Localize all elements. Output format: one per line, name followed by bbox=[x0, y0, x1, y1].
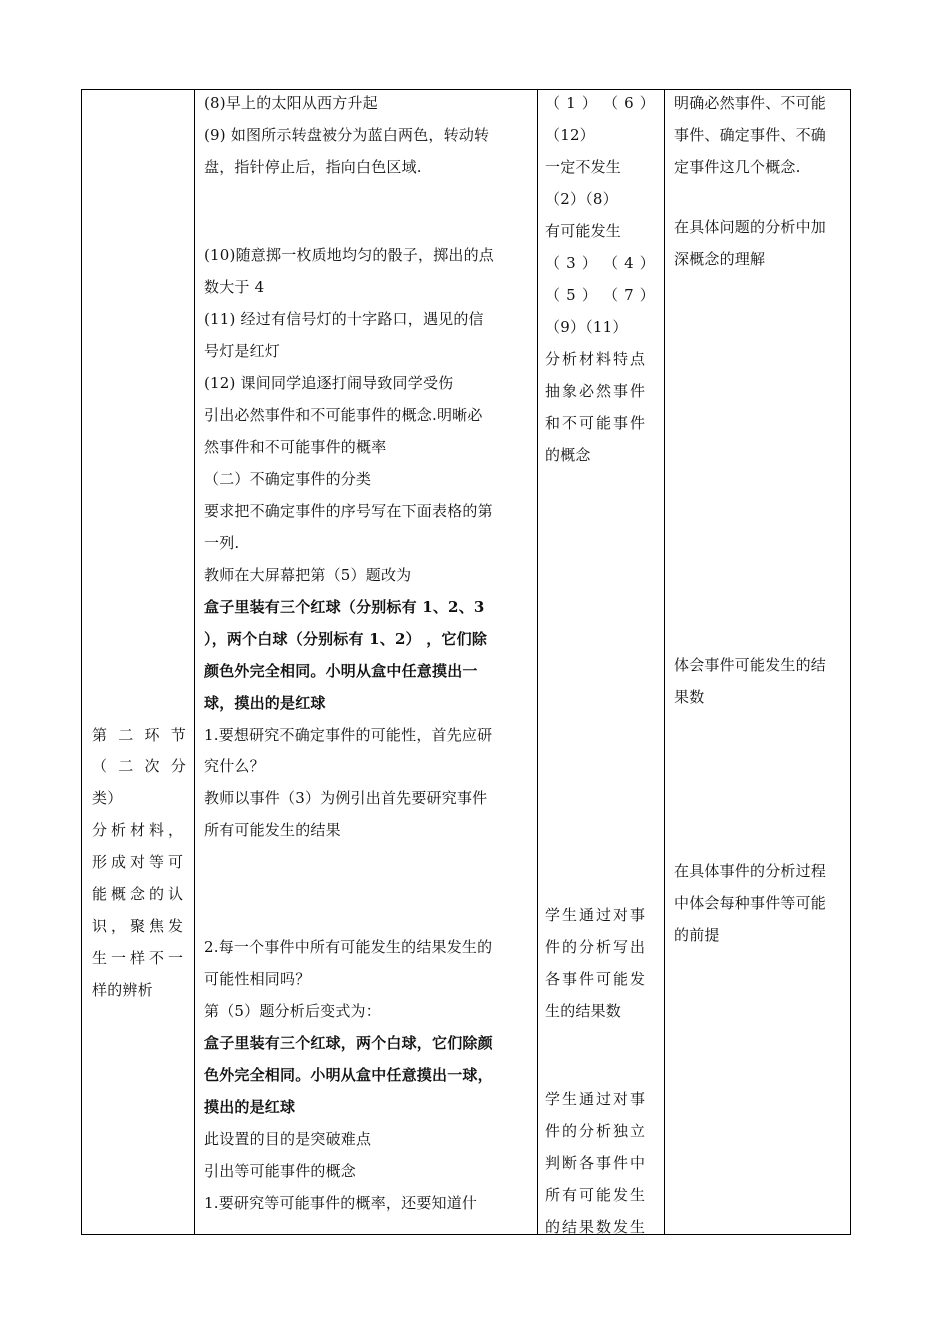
stage-line: 形成对等可 bbox=[92, 853, 188, 871]
student-line: 分析材料特点 bbox=[545, 350, 648, 368]
activity-line: 要求把不确定事件的序号写在下面表格的第 bbox=[204, 502, 493, 520]
student-line: 件的分析写出 bbox=[545, 938, 648, 956]
activity-line: 颜色外完全相同。小明从盒中任意摸出一 bbox=[204, 662, 478, 680]
stage-line: 能概念的认 bbox=[92, 885, 188, 903]
activity-line: 数大于 4 bbox=[204, 278, 265, 296]
activity-line: 盒子里装有三个红球，两个白球，它们除颜 bbox=[204, 1034, 493, 1052]
column-divider bbox=[194, 90, 195, 1234]
intent-line: 定事件这几个概念. bbox=[674, 158, 801, 176]
student-line: 学生通过对事 bbox=[545, 906, 648, 924]
activity-line: 引出必然事件和不可能事件的概念.明晰必 bbox=[204, 406, 483, 424]
stage-line: 分析材料， bbox=[92, 821, 188, 839]
student-line: 一定不发生 bbox=[545, 158, 622, 176]
activity-line: 1.要想研究不确定事件的可能性，首先应研 bbox=[204, 726, 493, 744]
activity-line: 盒子里装有三个红球（分别标有 1、2、3 bbox=[204, 598, 485, 616]
activity-line: (12) 课间同学追逐打闹导致同学受伤 bbox=[204, 374, 454, 392]
intent-line: 事件、确定事件、不确 bbox=[674, 126, 827, 144]
intent-line: 在具体事件的分析过程 bbox=[674, 862, 827, 880]
activity-line: 第（5）题分析后变式为： bbox=[204, 1002, 381, 1020]
activity-line: 究什么？ bbox=[204, 757, 265, 775]
activity-line: (10)随意掷一枚质地均匀的骰子，掷出的点 bbox=[204, 246, 494, 264]
student-line: 学生通过对事 bbox=[545, 1090, 648, 1108]
student-line: 判断各事件中 bbox=[545, 1154, 648, 1172]
activity-line: 号灯是红灯 bbox=[204, 342, 281, 360]
intent-line: 明确必然事件、不可能 bbox=[674, 94, 827, 112]
lesson-table bbox=[81, 89, 851, 1235]
activity-line: 然事件和不可能事件的概率 bbox=[204, 438, 387, 456]
intent-line: 体会事件可能发生的结 bbox=[674, 656, 827, 674]
student-line: （12） bbox=[545, 126, 595, 144]
activity-line: (8)早上的太阳从西方升起 bbox=[204, 94, 378, 112]
intent-line: 中体会每种事件等可能 bbox=[674, 894, 827, 912]
stage-line: 识，聚焦发 bbox=[92, 917, 188, 935]
stage-line: 第 二 环 节 bbox=[92, 726, 186, 744]
student-line: （ 1 ） （ 6 ） bbox=[545, 94, 655, 112]
activity-line: ），两个白球（分别标有 1、2） ，它们除 bbox=[204, 630, 488, 648]
student-line: （9）（11） bbox=[545, 318, 628, 336]
activity-line: 引出等可能事件的概念 bbox=[204, 1162, 357, 1180]
activity-line: 摸出的是红球 bbox=[204, 1098, 296, 1116]
student-line: （2）（8） bbox=[545, 190, 618, 208]
activity-line: 教师在大屏幕把第（5）题改为 bbox=[204, 566, 412, 584]
student-line: （ 5 ） （ 7 ） bbox=[545, 286, 655, 304]
activity-line: 球，摸出的是红球 bbox=[204, 694, 326, 712]
stage-line: 类） bbox=[92, 789, 123, 807]
activity-line: 此设置的目的是突破难点 bbox=[204, 1130, 372, 1148]
activity-line: 盘，指针停止后，指向白色区域. bbox=[204, 158, 422, 176]
intent-line: 果数 bbox=[674, 688, 705, 706]
student-line: 所有可能发生 bbox=[545, 1186, 648, 1204]
activity-line: (11) 经过有信号灯的十字路口，遇见的信 bbox=[204, 310, 484, 328]
activity-line: 一列. bbox=[204, 534, 240, 552]
student-line: 的概念 bbox=[545, 446, 591, 464]
activity-line: 色外完全相同。小明从盒中任意摸出一球， bbox=[204, 1066, 493, 1084]
activity-line: 教师以事件（3）为例引出首先要研究事件 bbox=[204, 789, 488, 807]
student-line: （ 3 ） （ 4 ） bbox=[545, 254, 655, 272]
activity-line: （二）不确定事件的分类 bbox=[204, 470, 372, 488]
stage-line: 样的辨析 bbox=[92, 981, 153, 999]
intent-line: 在具体问题的分析中加 bbox=[674, 218, 827, 236]
intent-line: 深概念的理解 bbox=[674, 250, 766, 268]
student-line: 抽象必然事件 bbox=[545, 382, 648, 400]
student-line: 有可能发生 bbox=[545, 222, 622, 240]
activity-line: 可能性相同吗？ bbox=[204, 970, 311, 988]
student-line: 件的分析独立 bbox=[545, 1122, 648, 1140]
student-line: 和不可能事件 bbox=[545, 414, 648, 432]
intent-line: 的前提 bbox=[674, 926, 720, 944]
activity-line: (9) 如图所示转盘被分为蓝白两色，转动转 bbox=[204, 126, 490, 144]
student-line: 生的结果数 bbox=[545, 1002, 622, 1020]
activity-line: 2.每一个事件中所有可能发生的结果发生的 bbox=[204, 938, 493, 956]
stage-line: 生一样不一 bbox=[92, 949, 188, 967]
stage-line: （ 二 次 分 bbox=[92, 757, 186, 775]
student-line: 各事件可能发 bbox=[545, 970, 648, 988]
column-divider bbox=[664, 90, 665, 1234]
column-divider bbox=[537, 90, 538, 1234]
activity-line: 所有可能发生的结果 bbox=[204, 821, 341, 839]
student-line: 的结果数发生 bbox=[545, 1218, 648, 1236]
activity-line: 1.要研究等可能事件的概率，还要知道什 bbox=[204, 1194, 478, 1212]
